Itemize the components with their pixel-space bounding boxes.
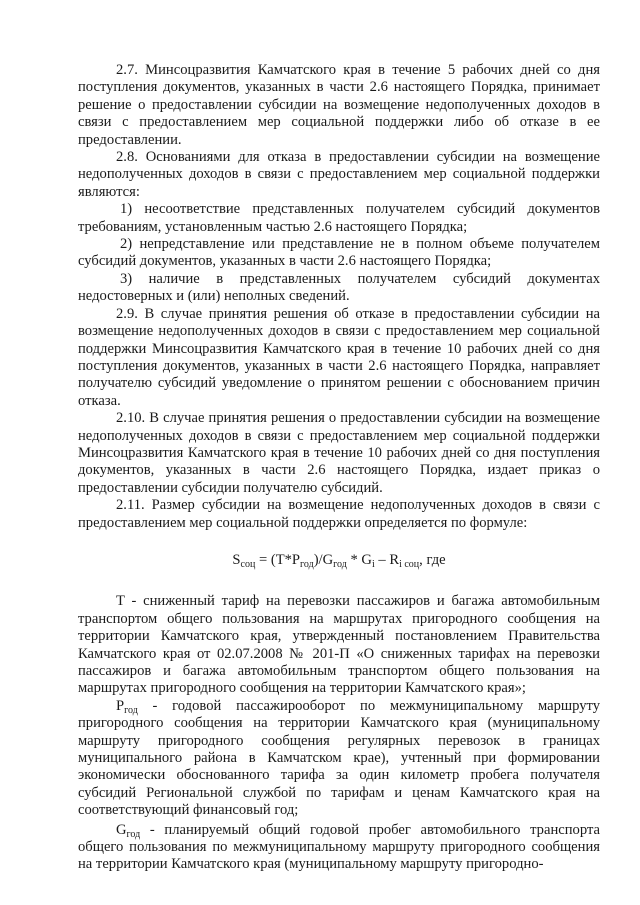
definition-g-text: - планируемый общий годовой пробег автомобильного транспорта общего пользования по межмуниципальному маршруту пригородного сообщения на территории Камчатского края (муниципальному маршруту пригородно-	[78, 821, 600, 873]
paragraph-2-8: 2.8. Основаниями для отказа в предоставлении субсидии на возмещение недополученных доходов в связи с предоставлением мер социальной поддержки являются:	[78, 149, 600, 200]
formula-part4: – R	[374, 551, 400, 568]
formula-part5: , где	[419, 551, 446, 568]
definition-g-subscript: год	[126, 828, 141, 840]
formula-part1: = (T*P	[255, 551, 301, 568]
paragraph-2-9: 2.9. В случае принятия решения об отказе в предоставлении субсидии на возмещение недополученных доходов в связи с предоставлением мер социальной поддержки Минсоцразвития Камчатского края в течение 10 рабочих дней со дня поступления документов, указанных в части 2.6 настоящего Порядка, направляет получателю субсидий уведомление о принятом решении с обоснованием причин отказа.	[78, 305, 600, 409]
list-item-2: 2) непредставление или представление не в полном объеме получателем субсидий документов, указанных в части 2.6 настоящего Порядка;	[78, 236, 600, 270]
list-item-1: 1) несоответствие представленных получателем субсидий документов требованиям, установленным частью 2.6 настоящего Порядка;	[78, 201, 600, 235]
formula-r-sub: i соц	[399, 558, 420, 570]
definition-t: T - сниженный тариф на перевозки пассажиров и багажа автомобильным транспортом общего пользования на маршрутах пригородного сообщения на территории Камчатского края, утвержденный постановлением Правительства Камчатского края от 02.07.2008 № 201-П «О сниженных тарифах на перевозки пассажиров и багажа автомобильным транспортом общего пользования на маршрутах пригородного сообщения на территории Камчатского края»;	[78, 593, 600, 697]
formula-gi-sub: i	[371, 558, 375, 570]
definition-p-text: - годовой пассажирооборот по межмуниципальному маршруту пригородного сообщения на территории Камчатского края (муниципальному маршруту пригородного сообщения регулярных перевозок в границах муниципального района в Камчатском крае), учтенный при формировании экономически обоснованного тарифа за один километр пробега получателя субсидий Региональной службой по тарифам и ценам Камчатского края на соответствующий финансовый год;	[78, 697, 600, 819]
formula-s: S	[232, 551, 241, 568]
definition-p-subscript: год	[124, 704, 138, 716]
subsidy-formula	[78, 552, 600, 569]
formula-s-sub: соц	[240, 558, 256, 570]
formula-part3: * G	[346, 551, 372, 568]
formula-part2: )/G	[313, 551, 334, 568]
formula-p-sub: год	[300, 558, 314, 570]
definition-g-symbol: G	[116, 821, 127, 838]
definition-p	[78, 698, 600, 820]
paragraph-2-11: 2.11. Размер субсидии на возмещение недополученных доходов в связи с предоставлением мер социальной поддержки определяется по формуле:	[78, 497, 600, 531]
paragraph-2-7: 2.7. Минсоцразвития Камчатского края в течение 5 рабочих дней со дня поступления документов, указанных в части 2.6 настоящего Порядка, принимает решение о предоставлении субсидии на возмещение недополученных доходов в связи с предоставлением мер социальной поддержки либо об отказе в ее предоставлении.	[78, 62, 600, 148]
list-item-3: 3) наличие в представленных получателем субсидий документах недостоверных и (или) неполных сведений.	[78, 270, 600, 305]
definition-p-symbol: P	[116, 697, 125, 714]
definition-g	[78, 822, 600, 874]
paragraph-2-10: 2.10. В случае принятия решения о предоставлении субсидии на возмещение недополученных доходов в связи с предоставлением мер социальной поддержки Минсоцразвития Камчатского края в течение 10 рабочих дней со дня поступления документов, указанных в части 2.6 настоящего Порядка, издает приказ о предоставлении субсидии получателю субсидий.	[78, 410, 600, 496]
formula-g-sub: год	[333, 558, 347, 570]
